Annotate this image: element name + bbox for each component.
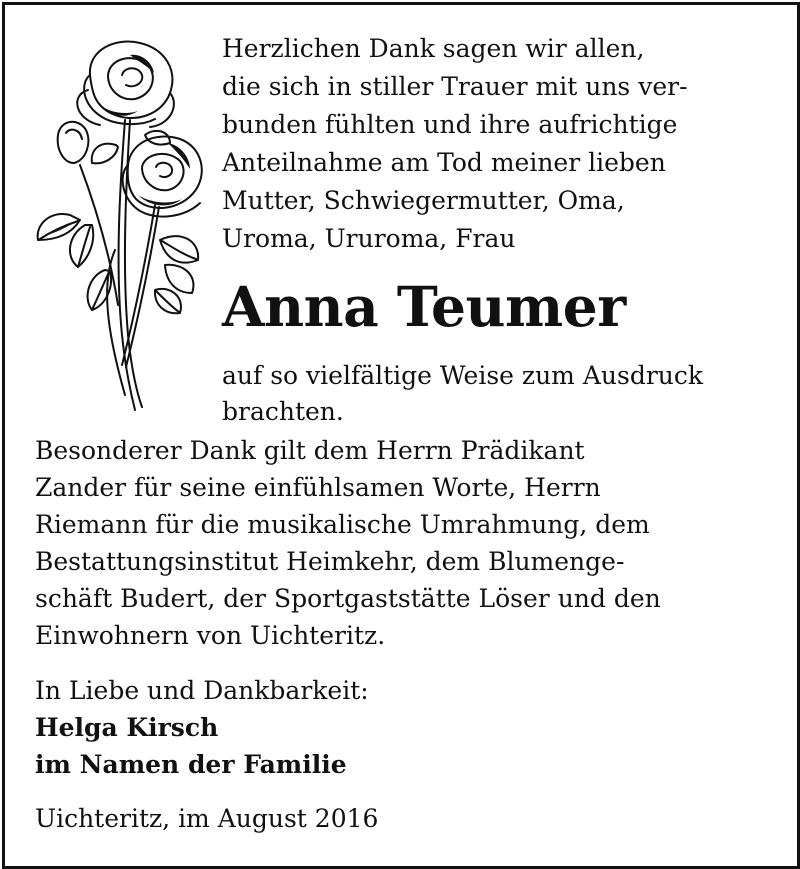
- thanks-line: Bestattungsinstitut Heimkehr, dem Blumenge-: [35, 547, 625, 576]
- rose-illustration: [30, 35, 215, 415]
- closing-text: In Liebe und Dankbarkeit:: [35, 676, 369, 705]
- thanks-line: Einwohnern von Uichteritz.: [35, 621, 386, 650]
- deceased-name: Anna Teumer: [222, 274, 626, 339]
- place-date: Uichteritz, im August 2016: [35, 804, 379, 833]
- intro-line: Anteilnahme am Tod meiner lieben: [222, 148, 666, 177]
- intro-text: [222, 30, 782, 258]
- intro-line: Herzlichen Dank sagen wir allen,: [222, 34, 645, 63]
- intro-line: die sich in stiller Trauer mit uns ver-: [222, 72, 688, 101]
- thanks-paragraph: [35, 432, 661, 654]
- intro-line: Mutter, Schwiegermutter, Oma,: [222, 186, 625, 215]
- thanks-line: Zander für seine einfühlsamen Worte, Herrn: [35, 473, 601, 502]
- thanks-line: schäft Budert, der Sportgaststätte Löser und den: [35, 584, 661, 613]
- continuation-line: auf so vielfältige Weise zum Ausdruck: [222, 361, 704, 390]
- signer-note: im Namen der Familie: [35, 750, 347, 779]
- signer-name: Helga Kirsch: [35, 713, 219, 742]
- continuation-text: [222, 358, 703, 430]
- intro-line: bunden fühlten und ihre aufrichtige: [222, 110, 678, 139]
- thanks-line: Riemann für die musikalische Umrahmung, dem: [35, 510, 650, 539]
- intro-line: Uroma, Ururoma, Frau: [222, 224, 516, 253]
- signature-block: [35, 672, 369, 783]
- thanks-line: Besonderer Dank gilt dem Herrn Prädikant: [35, 436, 585, 465]
- continuation-line: brachten.: [222, 397, 344, 426]
